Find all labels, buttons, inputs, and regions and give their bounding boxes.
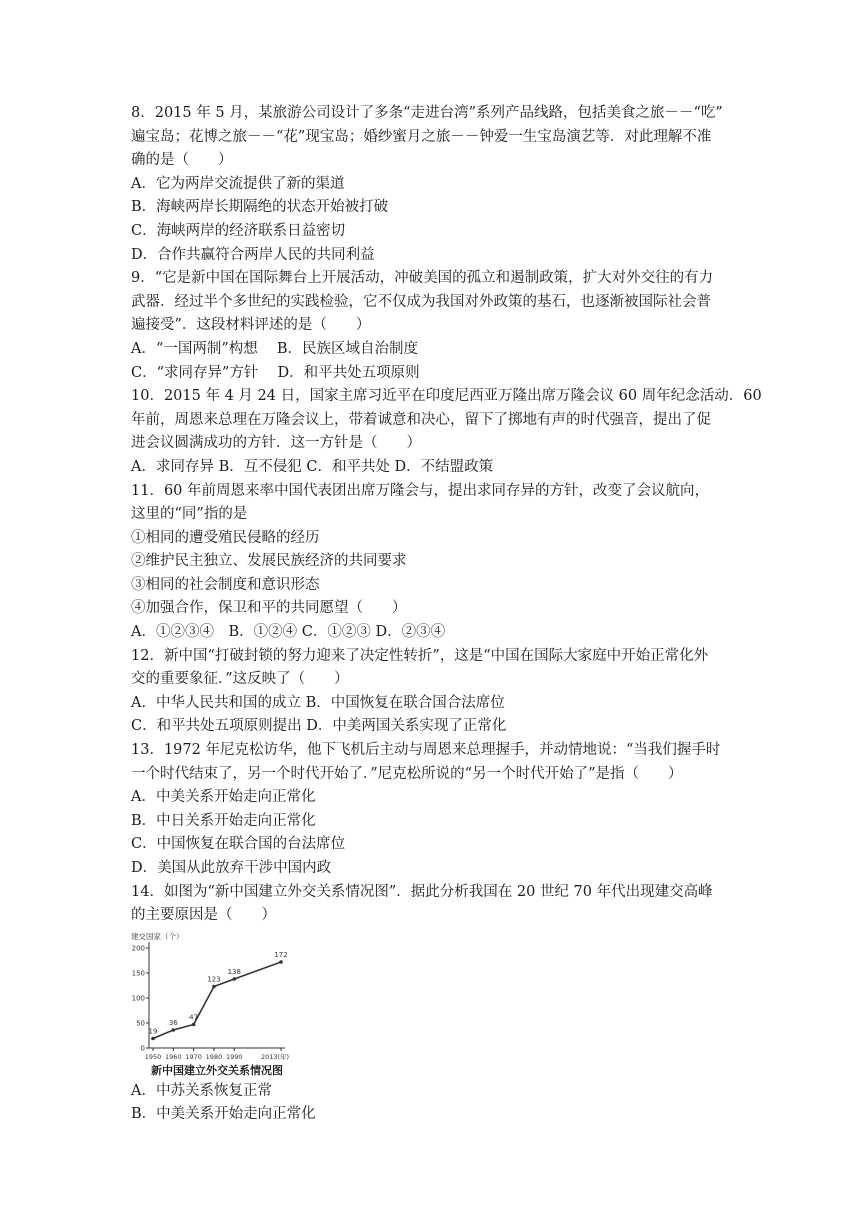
data-label: 138	[227, 967, 241, 976]
y-tick-label: 0	[140, 1044, 145, 1053]
option-a: A．中苏关系恢复正常	[131, 1082, 272, 1099]
data-label: 172	[274, 950, 288, 959]
x-tick-label: 1990	[225, 1052, 243, 1061]
question-stem-line: 确的是（ ）	[131, 152, 233, 169]
question-12	[131, 645, 731, 739]
x-tick-label: 1960	[165, 1052, 182, 1061]
chart-title: 新中国建立外交关系情况图	[151, 1063, 283, 1077]
option-line: A．“一国两制”构想 B．民族区域自治制度	[131, 340, 419, 357]
question-stem-line: 13．1972 年尼克松访华，他下飞机后主动与周恩来总理握手，并动情地说：“当我们握手时	[131, 742, 721, 759]
option-c: C．海峡两岸的经济联系日益密切	[131, 222, 346, 239]
option-line: A．中华人民共和国的成立 B．中国恢复在联合国合法席位	[131, 694, 505, 711]
question-10	[131, 385, 762, 479]
question-stem-line: 11．60 年前周恩来率中国代表团出席万隆会与，提出求同存异的方针，改变了会议航向，	[131, 482, 710, 499]
option-a: A．中美关系开始走向正常化	[131, 789, 316, 806]
question-stem-line: 10．2015 年 4 月 24 日，国家主席习近平在印度尼西亚万隆出席万隆会议 60 周年纪念活动．60	[131, 388, 762, 405]
data-point	[232, 977, 236, 981]
numbered-item: ②维护民主独立、发展民族经济的共同要求	[131, 553, 407, 570]
x-tick-label: 2013(年)	[260, 1052, 290, 1061]
option-d: D．合作共赢符合两岸人民的共同利益	[131, 246, 375, 263]
question-stem-line: 一个时代结束了，另一个时代开始了．”尼克松所说的“另一个时代开始了”是指（ ）	[131, 765, 683, 782]
numbered-item: ①相同的遭受殖民侵略的经历	[131, 529, 320, 546]
x-tick-label: 1950	[144, 1052, 162, 1061]
question-stem-line: 年前，周恩来总理在万隆会议上，带着诚意和决心，留下了掷地有声的时代强音，提出了促	[131, 411, 711, 428]
data-label: 123	[207, 975, 221, 984]
question-stem-line: 12．新中国“打破封锁的努力迎来了决定性转折”，这是“中国在国际大家庭中开始正常化外	[131, 647, 709, 664]
option-d: D．美国从此放弃干涉中国内政	[131, 860, 332, 876]
numbered-item: ③相同的社会制度和意识形态	[131, 576, 320, 593]
option-b: B．中日关系开始走向正常化	[131, 812, 316, 829]
data-label: 19	[148, 1027, 158, 1036]
option-line: C．和平共处五项原则提出 D．中美两国关系实现了正常化	[131, 718, 507, 735]
question-stem-line: 的主要原因是（ ）	[131, 907, 276, 924]
question-stem-line: 8．2015 年 5 月，某旅游公司设计了多条“走进台湾”系列产品线路，包括美食之旅－－“吃”	[131, 105, 723, 121]
question-stem-line: 14．如图为“新中国建立外交关系情况图”．据此分析我国在 20 世纪 70 年代出现建交高峰	[131, 883, 713, 900]
option-line: A．求同存异 B．互不侵犯 C．和平共处 D．不结盟政策	[131, 458, 494, 475]
question-stem-line: 遍接受”．这段材料评述的是（ ）	[131, 317, 371, 334]
question-stem-line: 交的重要象征．”这反映了（ ）	[131, 671, 349, 688]
question-stem-line: 进会议圆满成功的方针．这一方针是（ ）	[131, 435, 421, 452]
option-c: C．中国恢复在联合国的台法席位	[131, 836, 346, 853]
y-axis-label: 建交国家（个）	[131, 931, 184, 941]
question-8	[131, 102, 731, 267]
question-stem-line: 武器．经过半个多世纪的实践检验，它不仅成为我国对外政策的基石，也逐渐被国际社会普	[131, 293, 711, 310]
x-tick-label: 1980	[205, 1052, 223, 1061]
question-9	[131, 267, 731, 385]
y-tick-label: 50	[136, 1019, 145, 1028]
x-tick-label: 1970	[185, 1052, 202, 1061]
question-stem-line: 9．“它是新中国在国际舞台上开展活动，冲破美国的孤立和遏制政策，扩大对外交往的有力	[131, 270, 714, 287]
option-a: A．它为两岸交流提供了新的渠道	[131, 175, 345, 192]
data-label: 47	[189, 1013, 199, 1022]
option-line: C．“求同存异”方针 D．和平共处五项原则	[131, 364, 420, 381]
option-line: A．①②③④ B．①②④ C．①②③ D．②③④	[131, 624, 446, 641]
y-tick-label: 150	[131, 969, 145, 978]
y-tick-label: 200	[131, 944, 145, 953]
option-b: B．中美关系开始走向正常化	[131, 1106, 316, 1123]
questions-column	[131, 102, 762, 1127]
y-tick-label: 100	[131, 994, 145, 1003]
series-line	[153, 962, 281, 1039]
question-stem-line: 这里的“同”指的是	[131, 506, 248, 523]
data-point	[279, 960, 283, 964]
chart-svg	[131, 930, 301, 1064]
question-11	[131, 480, 731, 645]
data-point	[212, 984, 216, 988]
data-point	[192, 1022, 196, 1026]
data-point	[172, 1028, 176, 1032]
option-b: B．海峡两岸长期隔绝的状态开始被打破	[131, 199, 389, 216]
data-label: 36	[168, 1018, 178, 1027]
data-point	[151, 1036, 155, 1040]
question-14	[131, 881, 731, 1127]
question-13	[131, 739, 731, 881]
diplomatic-relations-chart	[131, 930, 301, 1080]
question-stem-line: 遍宝岛；花博之旅－－“花”现宝岛；婚纱蜜月之旅－－钟爱一生宝岛演艺等．对此理解不准	[131, 128, 712, 145]
numbered-item: ④加强合作，保卫和平的共同愿望（ ）	[131, 600, 407, 617]
